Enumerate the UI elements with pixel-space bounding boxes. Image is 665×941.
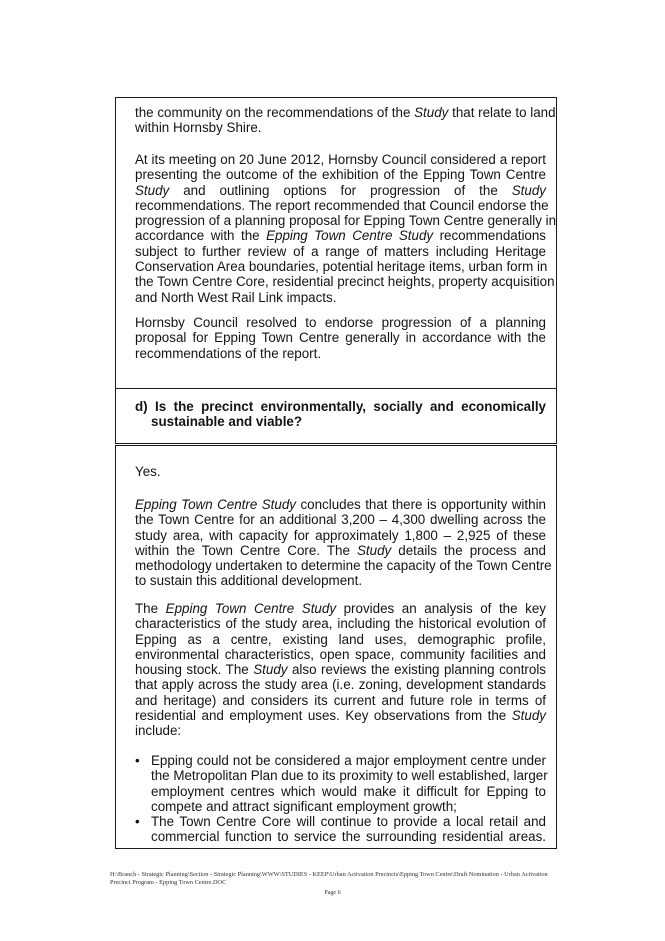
section-c-paragraph-2 [135,152,557,305]
text-run: the community on the recommendations of the [135,105,415,120]
text-line: compete and attract significant employment growth; [151,798,457,814]
page-number: Page 6 [324,890,341,896]
study-italic: Study [511,708,546,724]
list-item [135,753,546,814]
text-line: recommendations. The report recommended that Council endorse the [135,197,549,213]
text-line: Epping could not be considered a major employment centre under [151,753,546,768]
text-run: The [135,601,166,616]
text-line: Conservation Area boundaries, potential heritage items, urban form in [135,259,548,275]
bullet-icon: • [135,814,140,830]
list-item [135,814,546,845]
text-line: recommendations of the report. [135,345,322,361]
section-c-box [115,97,557,389]
text-run: provides an analysis of the key [336,601,546,616]
text-line: At its meeting on 20 June 2012, Hornsby Council considered a report [135,152,546,167]
text-run: and outlining options for progression of the [169,182,512,198]
study-italic: Study [511,182,546,198]
text-run: concludes that there is opportunity within [296,497,546,512]
text-line: subject to further review of a range of matters including Heritage [135,243,546,259]
text-line: Epping as a centre, existing land uses, demographic profile, [135,631,546,647]
text-line: to sustain this additional development. [135,573,363,589]
text-run: that relate to land [448,105,556,120]
file-path-line: Precinct Program - Epping Town Centre.DOC [110,879,227,886]
heading-line: d) Is the precinct environmentally, socially and economically [135,399,546,414]
text-line: and North West Rail Link impacts. [135,289,337,305]
section-c-paragraph-1 [135,105,556,136]
study-title-italic: Epping Town Centre Study [135,497,296,512]
bullet-icon: • [135,753,140,768]
text-line: study area, with capacity for approximately 1,800 – 2,925 of these [135,527,546,543]
text-line: proposal for Epping Town Centre generally in accordance with the [135,330,546,346]
text-run: housing stock. The [135,662,254,678]
text-run: details the process and [391,542,546,558]
text-line: that apply across the study area (i.e. zoning, development standards [135,677,546,693]
text-line: the Metropolitan Plan due to its proximity to well established, larger [151,768,548,784]
study-italic: Study [135,182,170,198]
text-line: methodology undertaken to determine the capacity of the Town Centre [135,558,552,574]
text-line: progression of a planning proposal for Epping Town Centre generally in [135,213,557,229]
text-line: The Town Centre Core will continue to provide a local retail and [151,814,546,830]
section-d-paragraph-2 [135,601,546,739]
study-title-italic: Epping Town Centre Study [266,228,434,244]
footer-file-path [110,871,580,887]
text-line: Yes. [135,464,161,479]
text-line: include: [135,723,182,739]
text-run: also reviews the existing planning controls [287,662,546,678]
study-italic: Study [414,105,449,120]
study-italic: Study [356,542,392,558]
answer-yes [135,464,546,479]
study-title-italic: Epping Town Centre Study [165,601,337,616]
section-d-answer-box [115,445,557,849]
text-line: Hornsby Council resolved to endorse progression of a planning [135,315,546,330]
section-d-heading-box [115,387,557,444]
text-line: employment centres which would make it difficult for Epping to [151,783,546,799]
text-run: recommendations [433,228,547,244]
section-d-paragraph-1 [135,497,552,589]
study-italic: Study [253,662,288,678]
text-run: within the Town Centre Core. The [135,542,357,558]
text-line: the Town Centre Core, residential precinct heights, property acquisition [135,274,555,290]
text-line: the Town Centre for an additional 3,200 – 4,300 dwelling across the [135,512,546,528]
text-line: commercial function to service the surrounding residential areas. [151,829,546,845]
section-d-heading [135,399,546,430]
observations-list [135,753,546,845]
text-line: presenting the outcome of the exhibition of the Epping Town Centre [135,167,546,183]
text-line: characteristics of the study area, including the historical evolution of [135,616,546,632]
text-run: residential and employment uses. Key observations from the [135,708,512,724]
heading-line: sustainable and viable? [151,414,303,430]
text-line: within Hornsby Shire. [135,120,262,136]
file-path-line: H:\Branch - Strategic Planning\Section - Strategic Planning\WWW\STUDIES - KEEP\Urban Activation Precincts\Epping Town Centre\Draft Nomination - Urban Activation [110,871,548,878]
section-c-paragraph-3 [135,315,546,361]
text-run: accordance with the [135,228,267,244]
text-line: environmental characteristics, open space, community facilities and [135,646,546,662]
text-line: and heritage) and considers its current and future role in terms of [135,692,546,708]
